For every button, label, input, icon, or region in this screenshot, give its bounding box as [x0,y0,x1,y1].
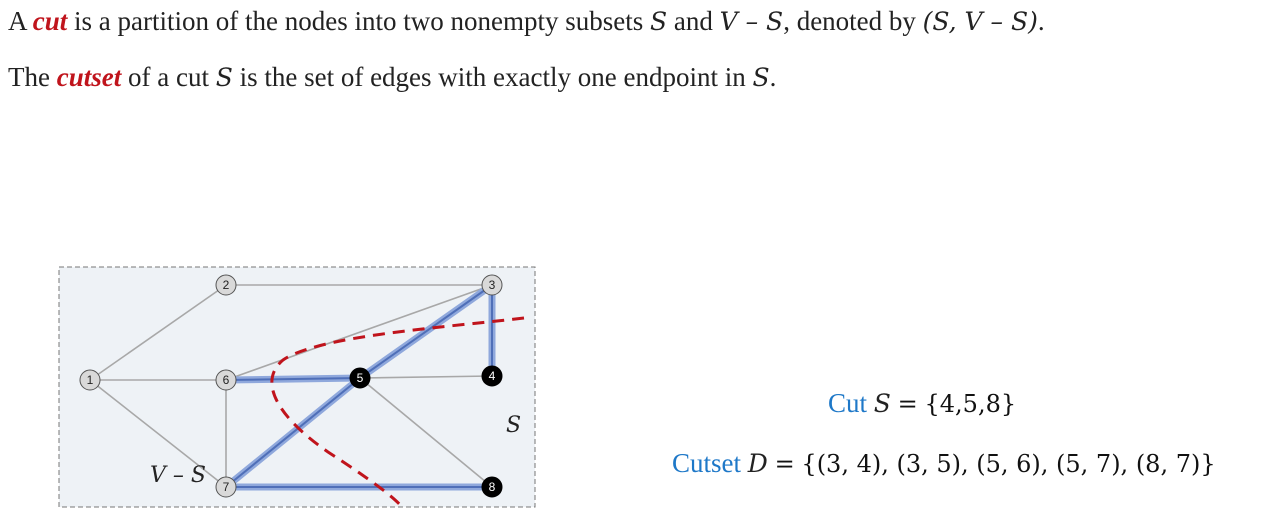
node-4 [482,366,502,386]
cutset-label: Cutset [672,448,742,478]
svg-text:8: 8 [488,480,496,494]
text: , denoted by [783,6,923,36]
cutset-set: {(3, 4), (3, 5), (5, 6), (5, 7), (8, 7)} [801,450,1216,478]
node-8 [482,477,502,497]
svg-text:7: 7 [222,480,230,494]
math-notation: (S, V – S) [922,7,1038,36]
svg-text:6: 6 [222,373,230,387]
math-v-minus-s: V – S [719,7,784,36]
text: and [667,6,720,36]
definition-cutset [8,62,776,93]
text: is the set of edges with exactly one endpoint in [232,62,753,92]
graph-diagram [58,266,538,510]
text: is a partition of the nodes into two nonempty subsets [67,6,650,36]
svg-text:3: 3 [488,278,496,292]
definition-cut [8,6,1045,37]
cutset-var: D [747,449,768,478]
cut-equals: = [897,390,918,418]
cutset-result [672,448,1216,479]
cut-result [828,388,1016,419]
cutset-equals: = [774,450,795,478]
node-7 [216,477,236,497]
node-6 [216,370,236,390]
term-cut: cut [32,6,68,36]
svg-text:4: 4 [488,369,496,383]
node-2 [216,275,236,295]
text: of a cut [121,62,216,92]
text: A [8,6,33,36]
cut-label: Cut [828,388,868,418]
text: The [8,62,57,92]
node-3 [482,275,502,295]
math-s: S [215,63,233,92]
node-1 [80,370,100,390]
svg-text:2: 2 [222,278,230,292]
math-s: S [752,63,770,92]
text: . [769,62,777,92]
region-label-s: S [506,413,522,438]
text: . [1037,6,1045,36]
cut-var: S [873,389,891,418]
cut-set: {4,5,8} [924,390,1017,418]
term-cutset: cutset [56,62,122,92]
node-5 [350,368,370,388]
region-label-v-minus-s: V – S [150,463,206,488]
math-s: S [649,7,668,36]
svg-text:1: 1 [86,373,94,387]
svg-text:5: 5 [356,371,364,385]
